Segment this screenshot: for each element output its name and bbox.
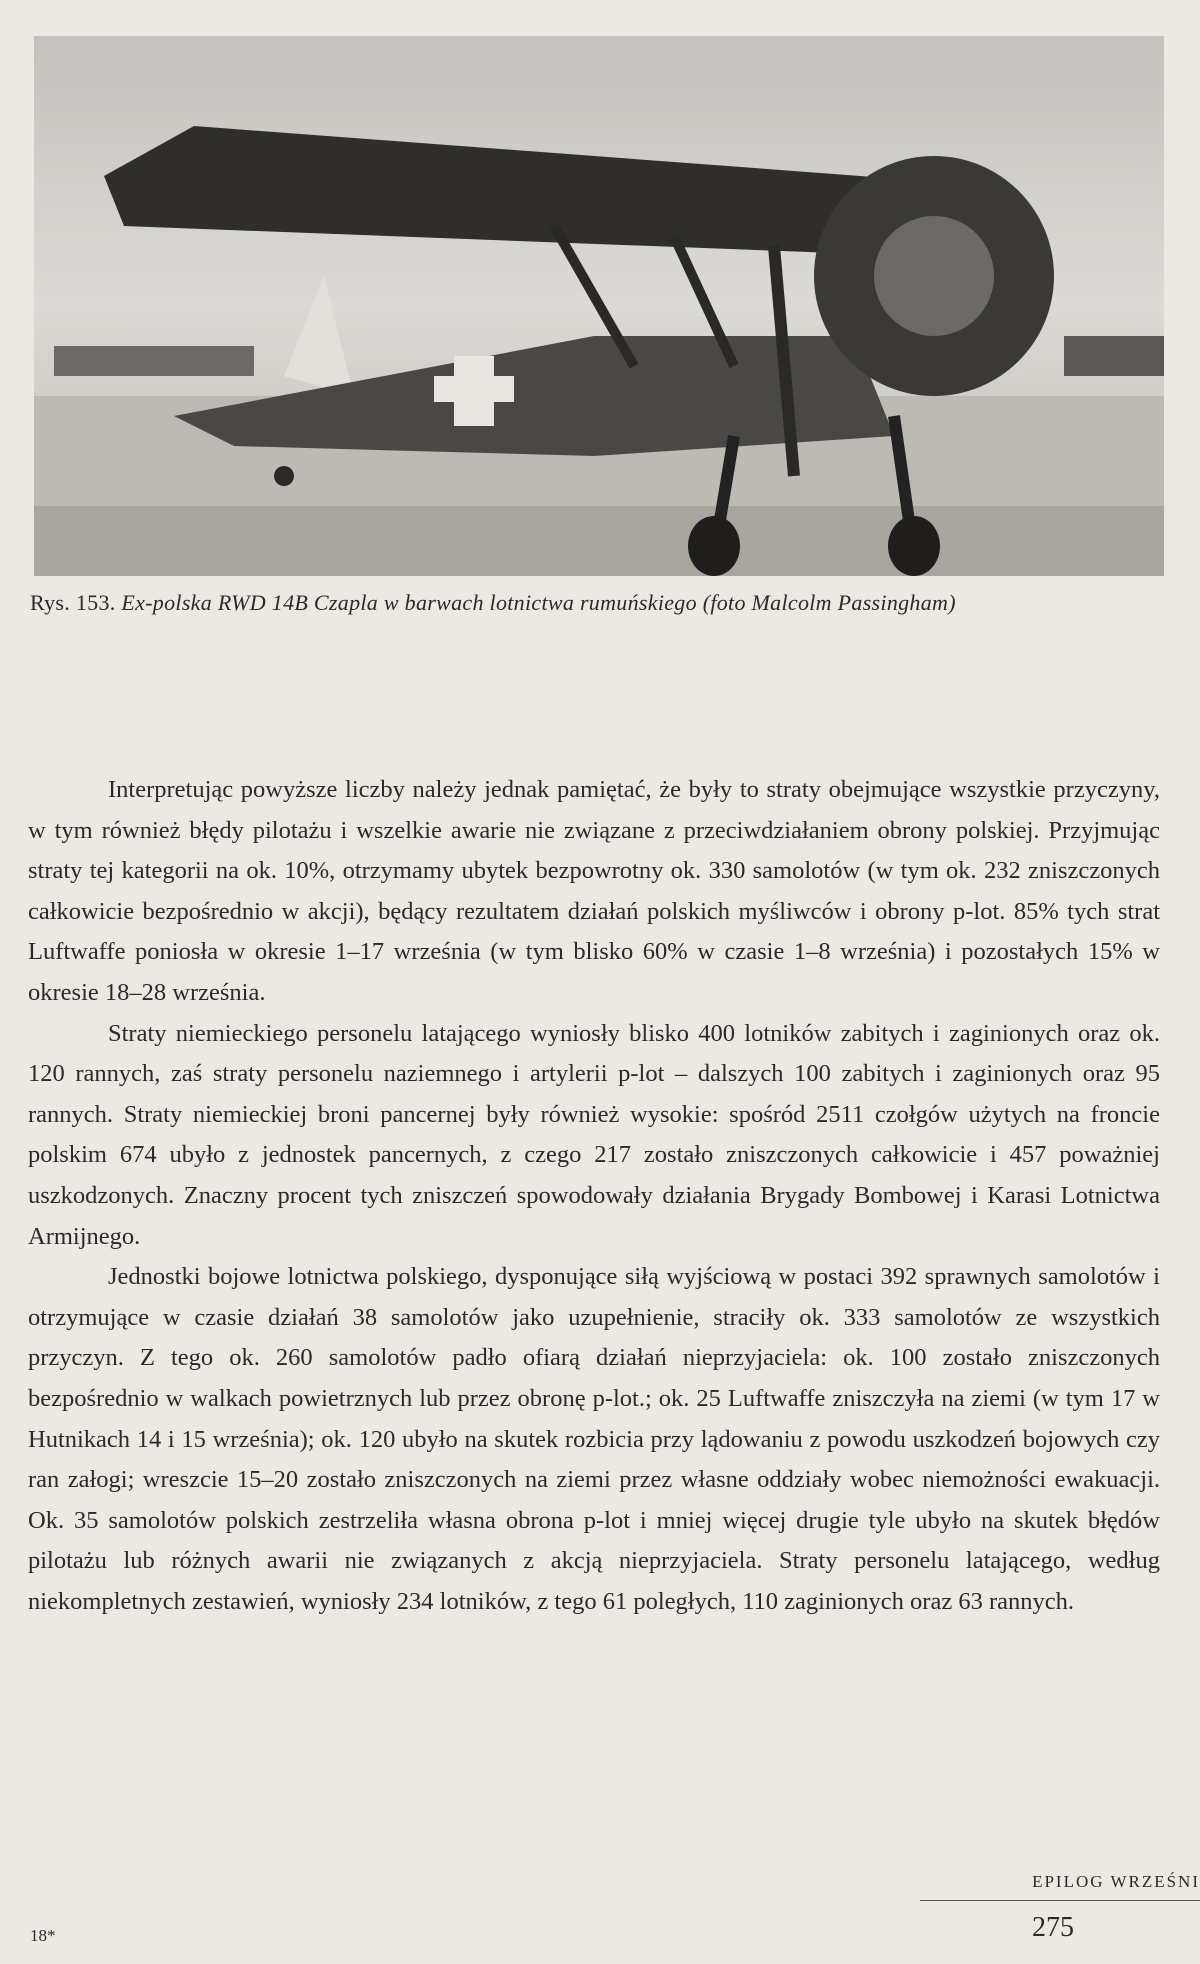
figure-label: Rys. 153. — [30, 590, 116, 615]
page-number: 275 — [1032, 1912, 1074, 1943]
printer-signature: 18* — [30, 1926, 56, 1945]
footer-rule — [920, 1900, 1200, 1901]
paragraph-3: Jednostki bojowe lotnictwa polskiego, dysponujące siłą wyjściową w postaci 392 sprawnych samolotów i otrzymujące w czasie działań 38 samolotów jako uzupełnienie, straciły ok. 333 samolotów ze wszystkich przyczyn. Z tego ok. 260 samolotów padło ofiarą działań nieprzyjaciela: ok. 100 zostało zniszczonych bezpośrednio w walkach powietrznych lub przez obronę p-lot.; ok. 25 Luftwaffe zniszczyła na ziemi (w tym 17 w Hutnikach 14 i 15 września); ok. 120 ubyło na skutek rozbicia przy lądowaniu z powodu uszkodzeń bojowych czy ran załogi; wreszcie 15–20 zostało zniszczonych na ziemi przez własne oddziały wobec niemożności ewakuacji. Ok. 35 samolotów polskich zestrzeliła własna obrona p-lot i mniej więcej drugie tyle ubyło na skutek błędów pilotażu lub różnych awarii nie związanych z akcją nieprzyjaciela. Straty personelu latającego, według niekompletnych zestawień, wyniosły 234 lotników, z tego 61 poległych, 110 zaginionych oraz 63 rannych. — [28, 1263, 1160, 1615]
biplane-photo-icon — [34, 36, 1164, 576]
running-head: EPILOG WRZEŚNI — [1032, 1872, 1200, 1891]
aircraft-photograph — [34, 36, 1164, 576]
figure-caption — [30, 590, 1170, 616]
figure-caption-text: Ex-polska RWD 14B Czapla w barwach lotnictwa rumuńskiego (foto Malcolm Passingham) — [121, 590, 956, 615]
paragraph-2: Straty niemieckiego personelu latającego wyniosły blisko 400 lotników zabitych i zaginionych oraz ok. 120 rannych, zaś straty personelu naziemnego i artylerii p-lot – dalszych 100 zabitych i zaginionych oraz 95 rannych. Straty niemieckiej broni pancernej były również wysokie: spośród 2511 czołgów użytych na froncie polskim 674 ubyło z jednostek pancernych, z czego 217 zostało zniszczonych całkowicie i 457 poważniej uszkodzonych. Znaczny procent tych zniszczeń spowodowały działania Brygady Bombowej i Karasi Lotnictwa Armijnego. — [28, 1019, 1160, 1250]
paragraph-1: Interpretując powyższe liczby należy jednak pamiętać, że były to straty obejmujące wszystkie przyczyny, w tym również błędy pilotażu i wszelkie awarie nie związane z przeciwdziałaniem obrony polskiej. Przyjmując straty tej kategorii na ok. 10%, otrzymamy ubytek bezpowrotny ok. 330 samolotów (w tym ok. 232 zniszczonych całkowicie bezpośrednio w akcji), będący rezultatem działań polskich myśliwców i obrony p-lot. 85% tych strat Luftwaffe poniosła w okresie 1–17 września (w tym blisko 60% w czasie 1–8 września) i pozostałych 15% w okresie 18–28 września. — [28, 776, 1160, 1006]
body-text — [28, 770, 1160, 1622]
